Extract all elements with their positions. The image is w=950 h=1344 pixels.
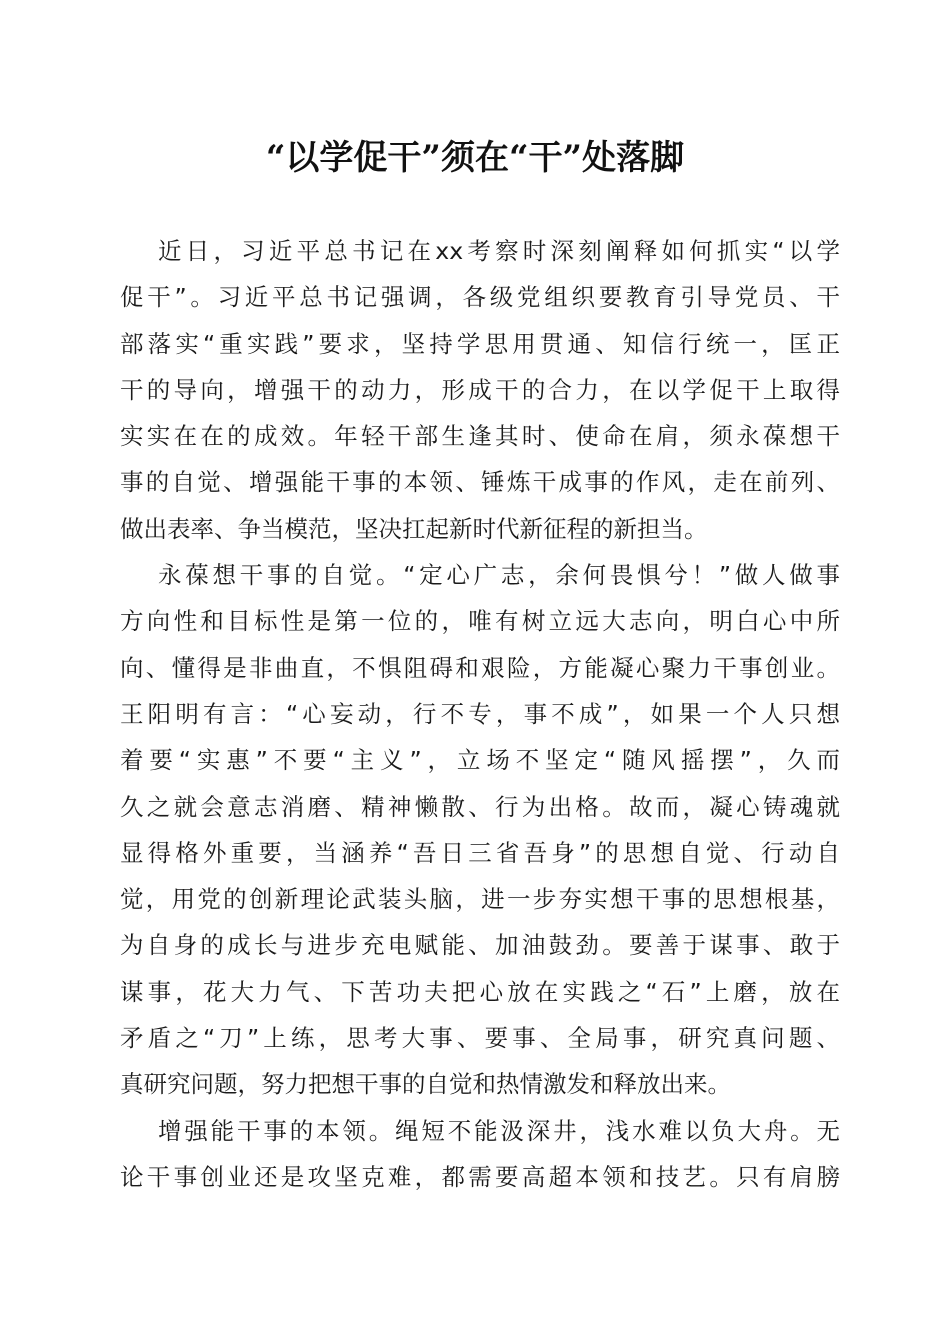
text-line: 显得格外重要，当涵养“吾日三省吾身”的思想自觉、行动自 [120,838,840,867]
text-line: 做出表率、争当模范，坚决扛起新时代新征程的新担当。 [120,514,708,543]
text-line: 实实在在的成效。年轻干部生逢其时、使命在肩，须永葆想干 [120,422,840,451]
paragraph-intro [120,228,840,552]
text-line: 部落实“重实践”要求，坚持学思用贯通、知信行统一，匡正 [120,329,840,358]
paragraph-section-2 [120,1108,840,1201]
text-line: 久之就会意志消磨、精神懒散、行为出格。故而，凝心铸魂就 [120,792,840,821]
paragraph-section-1 [120,552,840,1108]
text-line: 着要“实惠”不要“主义”，立场不坚定“随风摇摆”，久而 [120,746,840,775]
document-body [120,228,840,1200]
text-line: 方向性和目标性是第一位的，唯有树立远大志向，明白心中所 [120,607,840,636]
text-line: 矛盾之“刀”上练，思考大事、要事、全局事，研究真问题、 [120,1024,840,1053]
text-line: 觉，用党的创新理论武装头脑，进一步夯实想干事的思想根基， [120,885,840,914]
text-line: 事的自觉、增强能干事的本领、锤炼干成事的作风，走在前列、 [120,468,840,497]
text-line: 永葆想干事的自觉。“定心广志，余何畏惧兮！”做人做事 [158,561,840,590]
text-line: 王阳明有言：“心妄动，行不专，事不成”，如果一个人只想 [120,699,840,728]
text-line: 谋事，花大力气、下苦功夫把心放在实践之“石”上磨，放在 [120,977,840,1006]
text-line: 促干”。习近平总书记强调，各级党组织要教育引导党员、干 [120,283,840,312]
document-title: “以学促干”须在“干”处落脚 [265,138,685,178]
text-line: 增强能干事的本领。绳短不能汲深井，浅水难以负大舟。无 [158,1116,840,1145]
text-line: 近日，习近平总书记在xx考察时深刻阐释如何抓实“以学 [158,237,840,265]
text-line: 干的导向，增强干的动力，形成干的合力，在以学促干上取得 [120,375,840,404]
text-line: 为自身的成长与进步充电赋能、加油鼓劲。要善于谋事、敢于 [120,931,840,960]
text-line: 向、懂得是非曲直，不惧阻碍和艰险，方能凝心聚力干事创业。 [120,653,840,682]
text-line: 真研究问题，努力把想干事的自觉和热情激发和释放出来。 [120,1070,731,1099]
text-line: 论干事创业还是攻坚克难，都需要高超本领和技艺。只有肩膀 [120,1162,840,1191]
